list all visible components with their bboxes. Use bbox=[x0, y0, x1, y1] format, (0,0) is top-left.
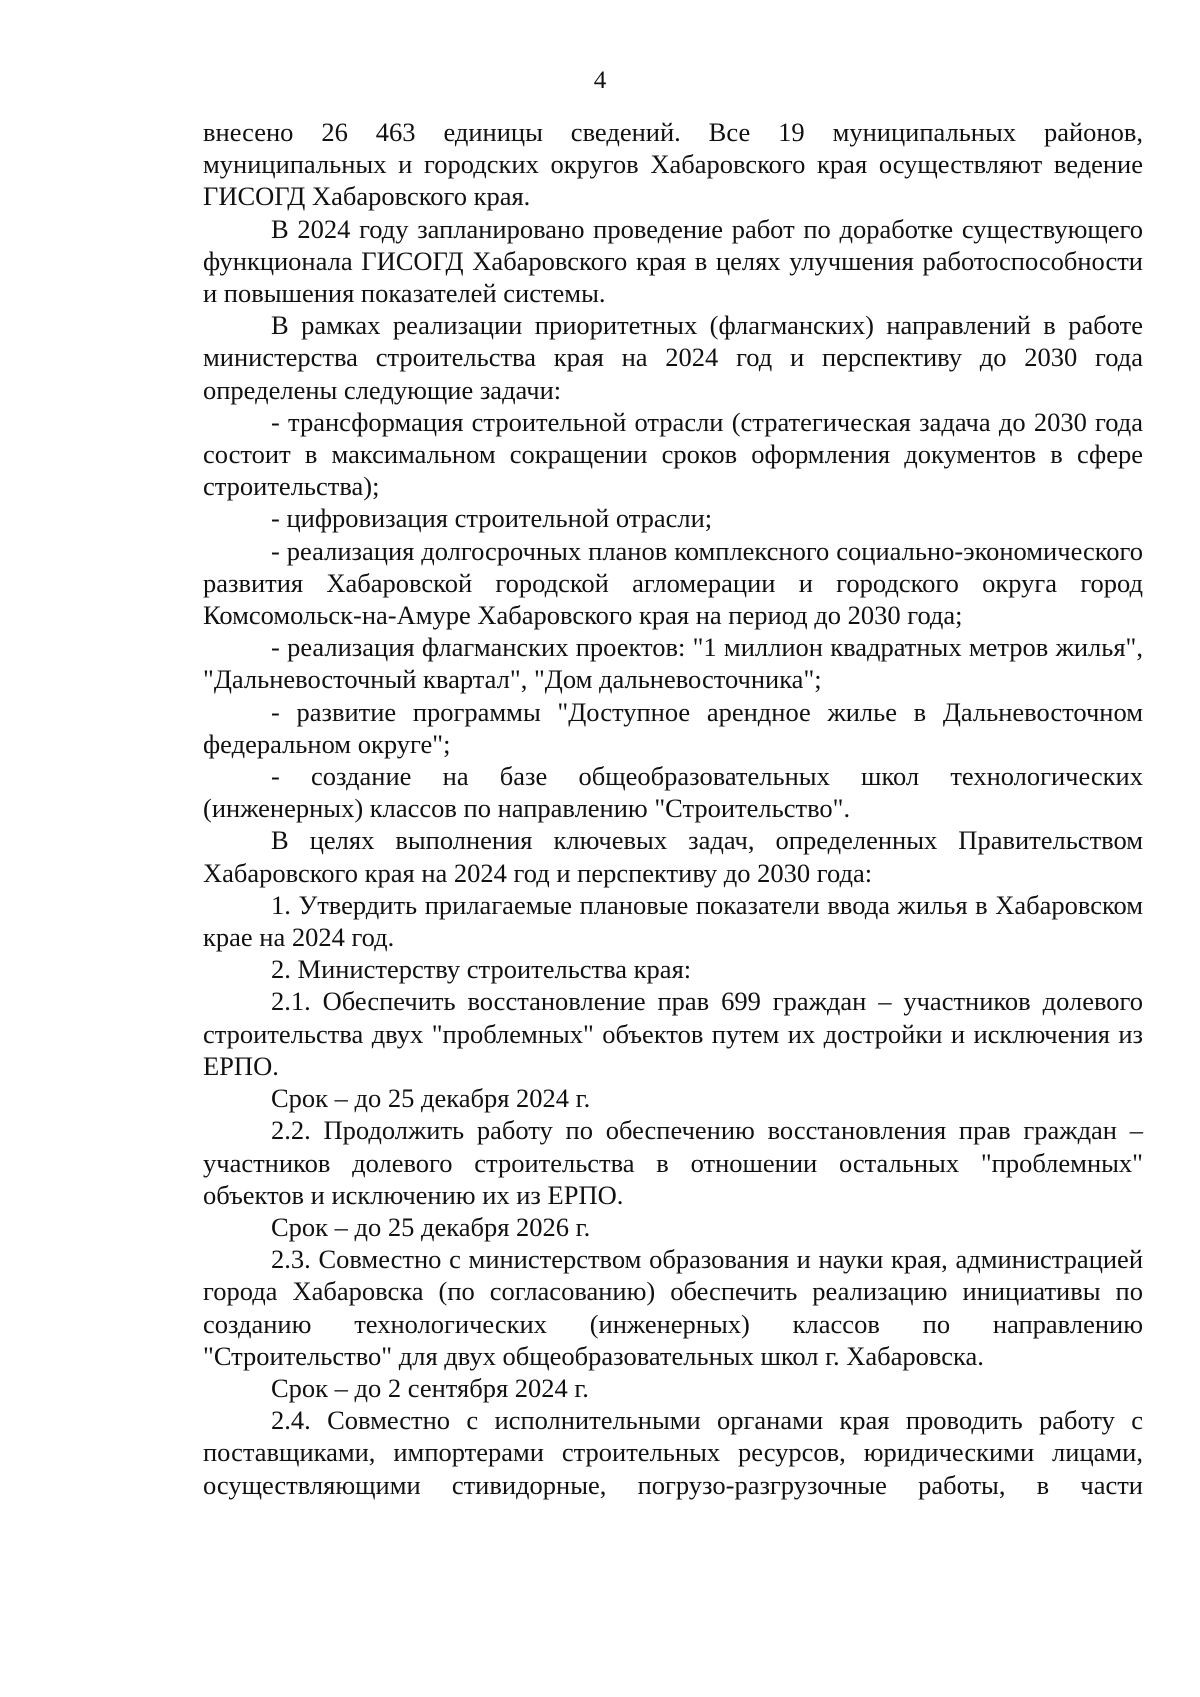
resolution-item-2-3: 2.3. Совместно с министерством образования и науки края, администрацией города Хабаровска (по согласованию) обеспечить реализацию инициативы по созданию технологических (инженерных) классов по направлению "Строительство" для двух общеобразовательных школ г. Хабаровска. bbox=[203, 1244, 1143, 1371]
resolution-item-2-4: 2.4. Совместно с исполнительными органами края проводить работу с поставщиками, импортерами строительных ресурсов, юридическими лицами, осуществляющими стивидорные, погрузо-разгрузочные работы, в части bbox=[203, 1405, 1143, 1500]
task-item-engineering-classes: - создание на базе общеобразовательных школ технологических (инженерных) классов по направлению "Строительство". bbox=[203, 761, 1143, 824]
document-body bbox=[203, 116, 1143, 1501]
page-number: 4 bbox=[593, 67, 607, 94]
deadline-2-3: Срок – до 2 сентября 2024 г. bbox=[271, 1372, 589, 1403]
paragraph-priority-directions: В рамках реализации приоритетных (флагманских) направлений в работе министерства строительства края на 2024 год и перспективу до 2030 года определены следующие задачи: bbox=[203, 310, 1143, 405]
resolution-item-2-1: 2.1. Обеспечить восстановление прав 699 граждан – участников долевого строительства двух "проблемных" объектов путем их достройки и исключения из ЕРПО. bbox=[203, 986, 1143, 1081]
task-item-digitalization: - цифровизация строительной отрасли; bbox=[271, 503, 713, 534]
paragraph-continuation: внесено 26 463 единицы сведений. Все 19 муниципальных районов, муниципальных и городских округов Хабаровского края осуществляют ведение ГИСОГД Хабаровского края. bbox=[203, 117, 1143, 212]
task-item-long-term-plans: - реализация долгосрочных планов комплексного социально-экономического развития Хабаровской городской агломерации и городского округа город Комсомольск-на-Амуре Хабаровского края на период до 2030 года; bbox=[203, 535, 1143, 631]
deadline-2-2: Срок – до 25 декабря 2026 г. bbox=[271, 1211, 591, 1242]
resolution-item-2-2: 2.2. Продолжить работу по обеспечению восстановления прав граждан – участников долевого строительства в отношении остальных "проблемных" объектов и исключению их из ЕРПО. bbox=[203, 1115, 1143, 1210]
paragraph-key-tasks-intro: В целях выполнения ключевых задач, определенных Правительством Хабаровского края на 2024 год и перспективу до 2030 года: bbox=[203, 825, 1143, 888]
task-item-flagship-projects: - реализация флагманских проектов: "1 миллион квадратных метров жилья", "Дальневосточный квартал", "Дом дальневосточника"; bbox=[203, 632, 1143, 695]
resolution-item-2: 2. Министерству строительства края: bbox=[271, 954, 692, 985]
task-item-transformation: - трансформация строительной отрасли (стратегическая задача до 2030 года состоит в максимальном сокращении сроков оформления документов в сфере строительства); bbox=[203, 406, 1143, 502]
task-item-rental-housing: - развитие программы "Доступное арендное жилье в Дальневосточном федеральном округе"; bbox=[203, 696, 1143, 759]
resolution-item-1: 1. Утвердить прилагаемые плановые показатели ввода жилья в Хабаровском крае на 2024 год. bbox=[203, 889, 1143, 953]
deadline-2-1: Срок – до 25 декабря 2024 г. bbox=[271, 1083, 591, 1114]
paragraph-gisogd-plans: В 2024 году запланировано проведение работ по доработке существующего функционала ГИСОГД Хабаровского края в целях улучшения работоспособности и повышения показателей системы. bbox=[203, 213, 1143, 309]
